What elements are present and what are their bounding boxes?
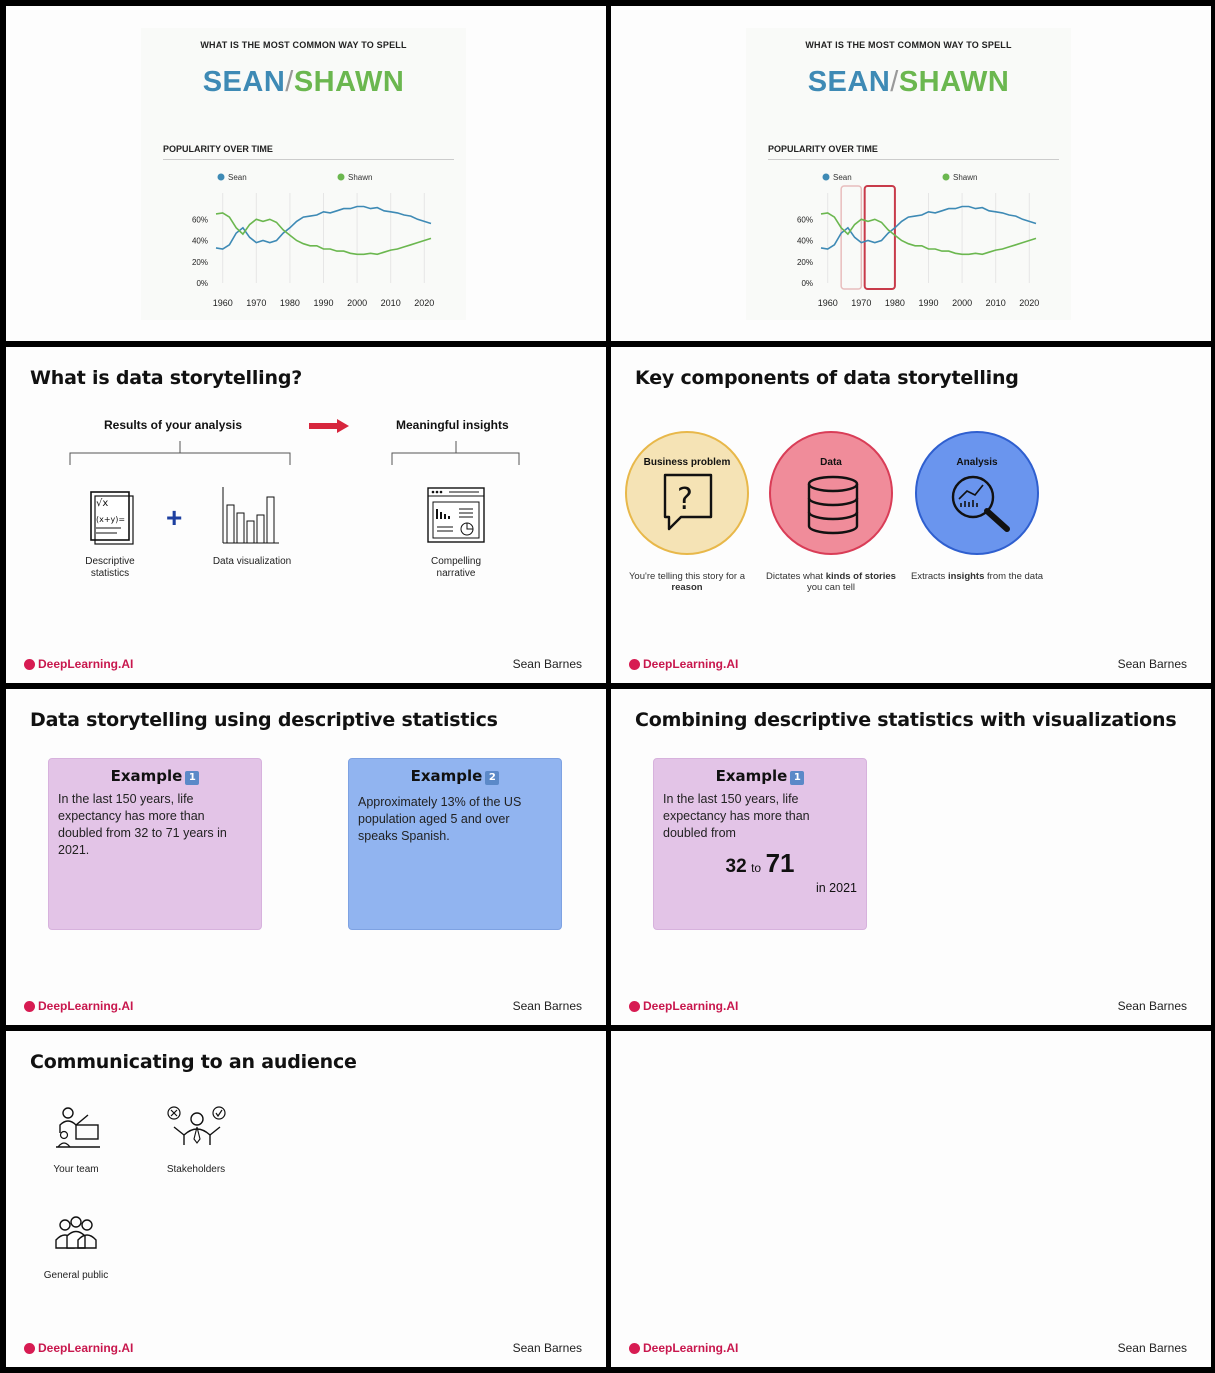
caption-emphasis: insights: [947, 571, 985, 582]
caption-descriptive-statistics: Descriptive statistics: [85, 556, 135, 579]
x-tick-label: 1980: [884, 298, 905, 308]
logo-text: DeepLearning.AI: [643, 657, 739, 671]
example-text: Approximately 13% of the US population aged 5 and over speaks Spanish.: [358, 795, 522, 843]
x-tick-label: 2010: [985, 298, 1006, 308]
slide-key-components: [611, 347, 1211, 683]
caption-analysis: [907, 571, 1047, 582]
y-tick-label: 0%: [801, 279, 813, 288]
slide-blank: [611, 1031, 1211, 1367]
author-name: Sean Barnes: [512, 999, 582, 1013]
slide-title: What is data storytelling?: [30, 367, 303, 389]
example-card-1: [653, 758, 867, 930]
x-tick-label: 1970: [246, 298, 267, 308]
circle-analysis: [915, 431, 1039, 555]
logo-icon: [629, 1343, 640, 1354]
y-tick-label: 40%: [796, 236, 813, 246]
caption-general-public: General public: [43, 1270, 109, 1281]
slide-combining-statistics: [611, 689, 1211, 1025]
legend-marker: [943, 174, 950, 181]
example-text: In the last 150 years, life expectancy has more than doubled from: [663, 792, 810, 840]
logo-icon: [24, 1001, 35, 1012]
keycap-badge: 2: [485, 771, 499, 785]
example-label: Example: [715, 767, 788, 785]
slide-title: Key components of data storytelling: [635, 367, 1019, 389]
caption-text: You're telling this story for a: [628, 571, 746, 582]
caption-emphasis: kinds of stories: [825, 571, 896, 582]
x-tick-label: 2000: [347, 298, 368, 308]
name-shawn: SHAWN: [898, 66, 1010, 98]
deeplearning-logo: [24, 1341, 133, 1355]
logo-icon: [24, 659, 35, 670]
caption-text: you can tell: [806, 582, 856, 593]
slide-title: Communicating to an audience: [30, 1051, 357, 1073]
circle-label: Analysis: [956, 457, 998, 468]
x-tick-label: 1990: [918, 298, 939, 308]
x-tick-label: 2010: [380, 298, 401, 308]
logo-icon: [629, 1001, 640, 1012]
x-tick-label: 2020: [1019, 298, 1040, 308]
example-card-2: [348, 758, 562, 930]
to-word: to: [751, 861, 762, 875]
svg-text:√x: √x: [96, 498, 109, 509]
y-tick-label: 20%: [796, 257, 813, 267]
slide-title: Combining descriptive statistics with visualizations: [635, 709, 1177, 731]
database-icon: [805, 475, 861, 537]
example-heading: [663, 767, 857, 785]
chart-question: WHAT IS THE MOST COMMON WAY TO SPELL: [805, 40, 1012, 50]
line-chart: [746, 28, 1071, 320]
legend-label: Sean: [833, 173, 852, 182]
magnifier-chart-icon: [947, 473, 1017, 535]
deeplearning-logo: [629, 999, 738, 1013]
example-heading: [58, 767, 252, 785]
chart-card: [141, 28, 466, 320]
caption-text: from the data: [984, 571, 1043, 582]
example-heading: [358, 767, 552, 785]
slide-what-is-storytelling: [6, 347, 606, 683]
chart-subtitle: POPULARITY OVER TIME: [163, 144, 273, 154]
chart-subtitle: POPULARITY OVER TIME: [768, 144, 878, 154]
caption-text: Extracts: [911, 571, 948, 582]
y-tick-label: 20%: [191, 257, 208, 267]
caption-your-team: Your team: [53, 1164, 99, 1175]
logo-text: DeepLearning.AI: [643, 999, 739, 1013]
caption-compelling-narrative: Compelling narrative: [430, 556, 482, 579]
legend-marker: [218, 174, 225, 181]
deeplearning-logo: [24, 999, 133, 1013]
chart-card: [746, 28, 1071, 320]
name-shawn: SHAWN: [293, 66, 405, 98]
slide-audience: [6, 1031, 606, 1367]
example-text: In the last 150 years, life expectancy has more than doubled from 32 to 71 years in 2021.: [58, 792, 227, 857]
name-slash: /: [285, 66, 294, 98]
name-sean: SEAN: [202, 66, 286, 98]
caption-data: [761, 571, 901, 593]
circle-label: Data: [820, 457, 842, 468]
circle-business-problem: [625, 431, 749, 555]
highlight-box: [841, 186, 861, 289]
x-tick-label: 1980: [279, 298, 300, 308]
legend-label: Sean: [228, 173, 247, 182]
x-tick-label: 2020: [414, 298, 435, 308]
x-tick-label: 2000: [952, 298, 973, 308]
keycap-badge: 1: [185, 771, 199, 785]
caption-data-visualization: Data visualization: [212, 556, 292, 567]
circle-data: [769, 431, 893, 555]
chart-question: WHAT IS THE MOST COMMON WAY TO SPELL: [200, 40, 407, 50]
x-tick-label: 1960: [212, 298, 233, 308]
name-slash: /: [890, 66, 899, 98]
logo-text: DeepLearning.AI: [38, 999, 134, 1013]
bar-chart-icon: [221, 485, 281, 545]
question-bubble-icon: [661, 473, 717, 537]
dashboard-icon: [427, 487, 487, 545]
legend-marker: [823, 174, 830, 181]
caption-emphasis: reason: [671, 582, 703, 593]
right-heading: Meaningful insights: [396, 418, 509, 432]
example-label: Example: [110, 767, 183, 785]
slide-title: Data storytelling using descriptive statistics: [30, 709, 498, 731]
legend-marker: [338, 174, 345, 181]
slide-descriptive-statistics: [6, 689, 606, 1025]
presenter-team-icon: [54, 1105, 104, 1149]
deeplearning-logo: [24, 657, 133, 671]
year-note: in 2021: [815, 881, 857, 895]
name-sean: SEAN: [807, 66, 891, 98]
plus-sign: +: [166, 502, 183, 533]
keycap-badge: 1: [790, 771, 804, 785]
example-card-1: [48, 758, 262, 930]
logo-text: DeepLearning.AI: [38, 657, 134, 671]
legend-label: Shawn: [348, 173, 373, 182]
y-tick-label: 60%: [191, 215, 208, 225]
deeplearning-logo: [629, 657, 738, 671]
author-name: Sean Barnes: [1117, 999, 1187, 1013]
author-name: Sean Barnes: [512, 657, 582, 671]
svg-text:(x+y)=: (x+y)=: [96, 515, 126, 524]
left-heading: Results of your analysis: [104, 418, 243, 432]
x-tick-label: 1960: [817, 298, 838, 308]
circle-label: Business problem: [643, 457, 731, 468]
highlight-box: [865, 186, 895, 289]
deeplearning-logo: [629, 1341, 738, 1355]
logo-text: DeepLearning.AI: [38, 1341, 134, 1355]
y-tick-label: 40%: [191, 236, 208, 246]
stakeholders-icon: [166, 1105, 228, 1149]
logo-icon: [629, 659, 640, 670]
y-tick-label: 0%: [196, 279, 208, 288]
logo-text: DeepLearning.AI: [643, 1341, 739, 1355]
author-name: Sean Barnes: [1117, 1341, 1187, 1355]
stat-from-to: [663, 848, 857, 879]
slide-chart-1: [6, 6, 606, 341]
to-value: 71: [765, 848, 795, 878]
x-tick-label: 1990: [313, 298, 334, 308]
example-label: Example: [410, 767, 483, 785]
line-chart: [141, 28, 466, 320]
caption-stakeholders: Stakeholders: [166, 1164, 226, 1175]
author-name: Sean Barnes: [1117, 657, 1187, 671]
bracket-lines: [6, 347, 606, 507]
arrow-right-icon: [309, 419, 349, 433]
author-name: Sean Barnes: [512, 1341, 582, 1355]
svg-text:?: ?: [677, 482, 693, 517]
caption-business-problem: [617, 571, 757, 593]
group-people-icon: [54, 1216, 98, 1250]
caption-text: Dictates what: [766, 571, 826, 582]
x-tick-label: 1970: [851, 298, 872, 308]
logo-icon: [24, 1343, 35, 1354]
slide-chart-2: [611, 6, 1211, 341]
from-value: 32: [725, 856, 747, 877]
y-tick-label: 60%: [796, 215, 813, 225]
legend-label: Shawn: [953, 173, 978, 182]
formula-notebook-icon: [87, 490, 135, 546]
